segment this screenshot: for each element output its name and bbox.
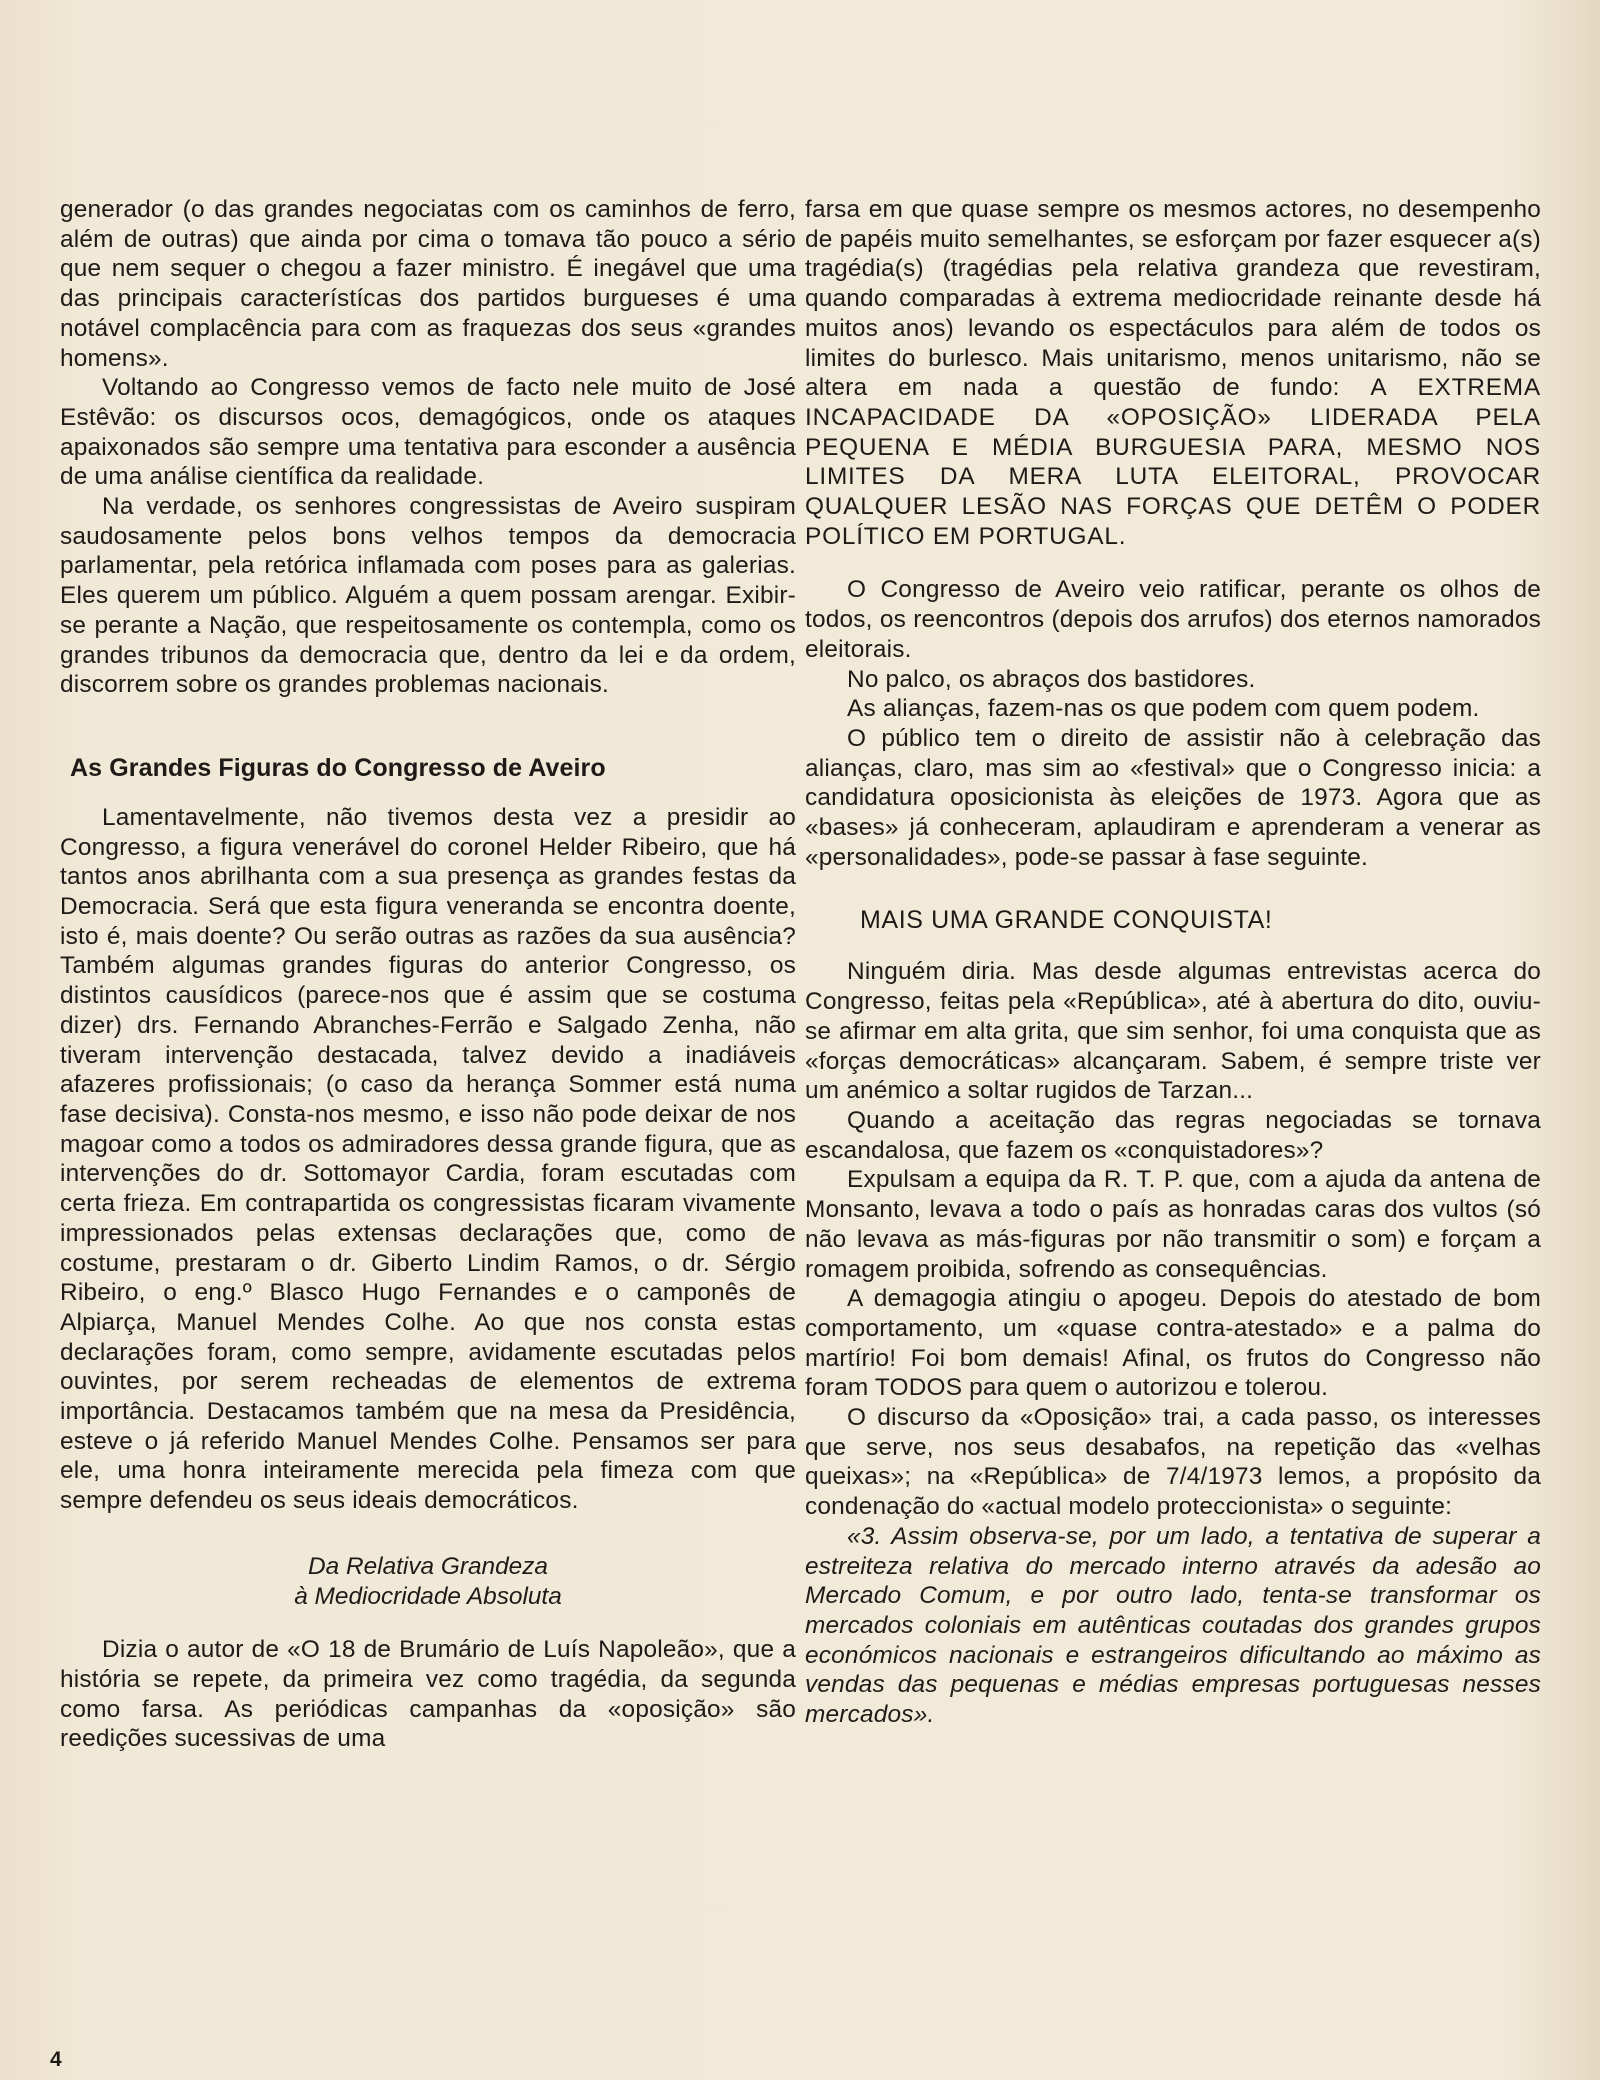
paragraph: Quando a aceitação das regras negociadas se tornava escandalosa, que fazem os «conquistadores»? — [805, 1106, 1541, 1164]
paragraph: O discurso da «Oposição» trai, a cada passo, os interesses que serve, nos seus desabafos, na repetição das «velhas queixas»; na «República» de 7/4/1973 lemos, a propósito da condenação do «actual modelo proteccionista» o seguinte: — [805, 1404, 1541, 1521]
section-heading: MAIS UMA GRANDE CONQUISTA! — [860, 906, 1273, 935]
paragraph: As alianças, fazem-nas os que podem com quem podem. — [847, 695, 1480, 723]
paragraph: Lamentavelmente, não tivemos desta vez a presidir ao Congresso, a figura venerável do coronel Helder Ribeiro, que há tantos anos abrilhanta com a sua presença as grandes festas da Democracia. Será que esta figura veneranda se encontra doente, isto é, mais doente? Ou serão outras as razões da sua ausência? Também algumas grandes figuras do anterior Congresso, os distintos causídicos (parece-nos que é assim que se costuma dizer) drs. Fernando Abranches-Ferrão e Salgado Zenha, não tiveram intervenção destacada, talvez devido a inadiáveis afazeres profissionais; (o caso da herança Sommer está numa fase decisiva). Consta-nos mesmo, e isso não pode deixar de nos magoar como a todos os admiradores dessa grande figura, que as intervenções do dr. Sottomayor Cardia, foram escutadas com certa frieza. Em contrapartida os congressistas ficaram vivamente impressionados pelas extensas declarações que, como de costume, prestaram o dr. Giberto Lindim Ramos, o dr. Sérgio Ribeiro, o eng.º Blasco Hugo Fernandes e o camponês de Alpiarça, Manuel Mendes Colhe. Ao que nos consta estas declarações foram, como sempre, avidamente escutadas pelos ouvintes, por serem recheadas de elementos de extrema importância. Destacamos também que na mesa da Presidência, esteve o já referido Manuel Mendes Colhe. Pensamos ser para ele, uma honra inteiramente merecida pela fimeza com que sempre defendeu os seus ideais democráticos. — [60, 803, 796, 1515]
emphasis-caps: A EXTREMA INCAPACIDADE DA «OPOSIÇÃO» LIDERADA PELA PEQUENA E MÉDIA BURGUESIA PARA, MESMO NOS LIMITES DA MERA LUTA ELEITORAL, PROVOCAR QUALQUER LESÃO NAS FORÇAS QUE DETÊM O PODER POLÍTICO EM PORTUGAL. — [805, 374, 1541, 550]
spacer — [805, 551, 1541, 575]
paragraph: No palco, os abraços dos bastidores. — [847, 665, 1256, 693]
paragraph: A demagogia atingiu o apogeu. Depois do atestado de bom comportamento, um «quase contra-atestado» e a palma do martírio! Foi bom demais! Afinal, os frutos do Congresso não foram TODOS para quem o autorizou e tolerou. — [805, 1285, 1541, 1402]
paragraph: generador (o das grandes negociatas com os caminhos de ferro, além de outras) que ainda por cima o tomava tão pouco a sério que nem sequer o chegou a fazer ministro. É inegável que uma das principais característícas dos partidos burgueses é uma notável complacência para com as fraquezas dos seus «grandes homens». — [60, 196, 796, 372]
paragraph: Dizia o autor de «O 18 de Brumário de Luís Napoleão», que a história se repete, da primeira vez como tragédia, da segunda como farsa. As periódicas campanhas da «oposição» são reedições sucessivas de uma — [60, 1636, 796, 1753]
page-number: 4 — [50, 2048, 62, 2071]
subtitle-line: à Mediocridade Absoluta — [294, 1582, 562, 1610]
paragraph: Na verdade, os senhores congressistas de Aveiro suspiram saudosamente pelos bons velhos tempos da democracia parlamentar, pela retórica inflamada com poses para as galerias. Eles querem um público. Alguém a quem possam arengar. Exibir-se perante a Nação, que respeitosamente os contempla, como os grandes tribunos da democracia que, dentro da lei e da ordem, discorrem sobre os grandes problemas nacionais. — [60, 493, 796, 699]
paragraph-text: farsa em que quase sempre os mesmos actores, no desempenho de papéis muito semelhantes, se esforçam por fazer esquecer a(s) tragédia(s) (tragédias pela relativa grandeza que revestiram, quando comparadas à extrema mediocridade reinante desde há muitos anos) levando os espectáculos para além de todos os limites do burlesco. Mais unitarismo, menos unitarismo, não se altera em nada a questão de fundo: — [805, 196, 1541, 402]
paragraph: O Congresso de Aveiro veio ratificar, perante os olhos de todos, os reencontros (depois dos arrufos) dos eternos namorados eleitorais. — [805, 576, 1541, 663]
paragraph: O público tem o direito de assistir não à celebração das alianças, claro, mas sim ao «festival» que o Congresso inicia: a candidatura oposicionista às eleições de 1973. Agora que as «bases» já conheceram, aplaudiram e aprenderam a venerar as «personalidades», pode-se passar à fase seguinte. — [805, 724, 1541, 871]
subtitle-line: Da Relativa Grandeza — [308, 1552, 548, 1580]
left-column — [60, 195, 796, 1754]
paragraph: Ninguém diria. Mas desde algumas entrevistas acerca do Congresso, feitas pela «República», até à abertura do dito, ouviu-se afirmar em alta grita, que sim senhor, foi uma conquista que as «forças democráticas» alcançaram. Sabem, é sempre triste ver um anémico a soltar rugidos de Tarzan... — [805, 958, 1541, 1105]
right-column — [805, 195, 1541, 1730]
paragraph: Expulsam a equipa da R. T. P. que, com a ajuda da antena de Monsanto, levava a todo o país as honradas caras dos vultos (só não levava as más-figuras por não transmitir o som) e forçam a romagem proibida, sofrendo as consequências. — [805, 1166, 1541, 1283]
paragraph: Voltando ao Congresso vemos de facto nele muito de José Estêvão: os discursos ocos, demagógicos, onde os ataques apaixonados são sempre uma tentativa para esconder a ausência de uma análise científica da realidade. — [60, 374, 796, 491]
spacer — [60, 1611, 796, 1635]
quotation: «3. Assim observa-se, por um lado, a tentativa de superar a estreiteza relativa do mercado interno através da adesão ao Mercado Comum, e por outro lado, tenta-se transformar os mercados coloniais em autênticas coutadas dos grandes grupos económicos nacionais e estrangeiros dificultando ao máximo as vendas das pequenas e médias empresas portuguesas nesses mercados». — [805, 1522, 1541, 1729]
paragraph — [805, 195, 1541, 551]
section-subtitle — [60, 1552, 796, 1611]
section-heading: As Grandes Figuras do Congresso de Aveiro — [70, 753, 606, 782]
